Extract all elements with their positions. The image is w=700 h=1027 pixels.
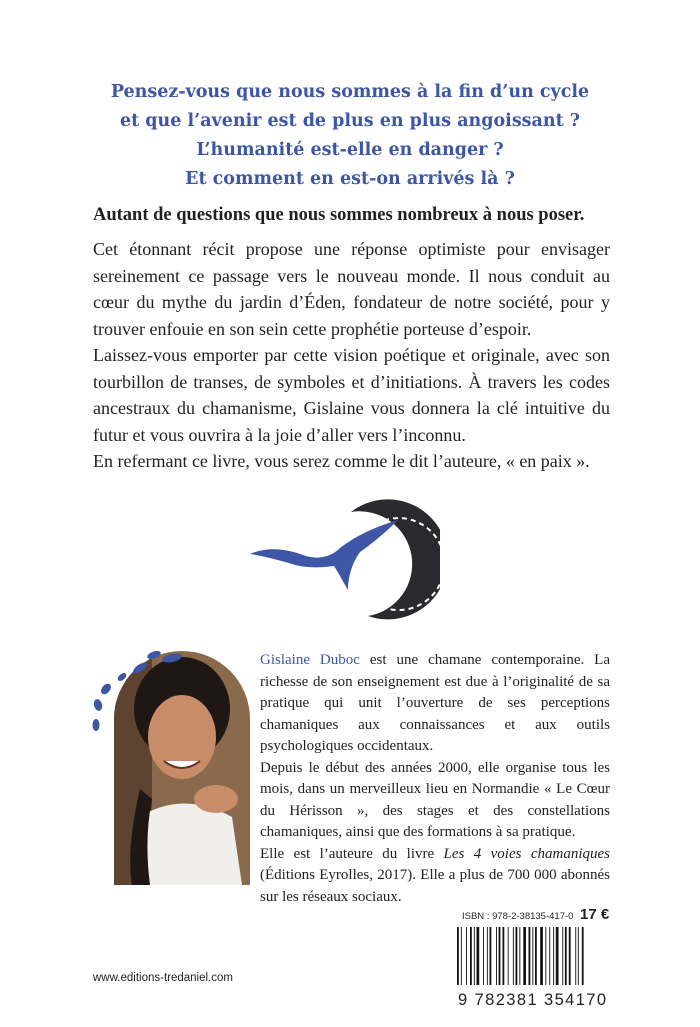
bio-paragraph: Depuis le début des années 2000, elle organise tous les mois, dans un merveilleux lieu en Normandie « Le Cœur du Hérisson », des stages et des constellations chamaniques, ainsi que des formations à sa pratique. — [260, 759, 610, 840]
barcode-bar — [483, 927, 484, 985]
synopsis — [93, 236, 610, 475]
barcode-bar — [474, 927, 475, 985]
barcode-bar — [578, 927, 579, 985]
barcode-bar — [513, 927, 514, 985]
barcode-bar — [477, 927, 480, 985]
back-cover-questions — [0, 78, 700, 194]
barcode-bar — [523, 927, 526, 985]
barcode-bar — [549, 927, 550, 985]
bio-text: est une chamane contemporaine. La richesse de son enseignement est due à l’originalité de sa pratique qui unit l’ouverture de ses perceptions chamaniques aux connaissances et aux outils psychologiques occidentaux. — [260, 652, 610, 754]
synopsis-paragraph: En refermant ce livre, vous serez comme le dit l’auteure, « en paix ». — [93, 451, 590, 471]
bio-text: Elle est l’auteure du livre — [260, 845, 444, 862]
barcode-bar — [503, 927, 505, 985]
author-bio — [260, 650, 610, 908]
barcode-bar — [532, 927, 533, 985]
bird-icon — [250, 520, 398, 590]
barcode-bar — [508, 927, 509, 985]
synopsis-paragraph: Cet étonnant récit propose une réponse optimiste pour envisager sereinement ce passage vers le nouveau monde. Il nous conduit au cœur du mythe du jardin d’Éden, fondateur de notre société, pour y trouver enfouie en son sein cette prophétie porteuse d’espoir. — [93, 239, 610, 339]
question-line: et que l’avenir est de plus en plus angoissant ? — [119, 111, 581, 131]
barcode-bar — [582, 927, 584, 985]
barcode-bar — [461, 927, 462, 985]
author-photo — [92, 649, 250, 885]
barcode-bar — [519, 927, 520, 985]
bio-paragraph — [260, 844, 610, 909]
isbn-label: ISBN : 978-2-38135-417-0 — [462, 911, 574, 922]
bio-paragraph — [260, 650, 610, 758]
barcode-bar — [457, 927, 459, 985]
question-line: Pensez-vous que nous sommes à la fin d’un cycle — [110, 82, 590, 102]
barcode-bar — [487, 927, 488, 985]
barcode-bar — [496, 927, 497, 985]
bird-moon-icon — [248, 494, 440, 620]
barcode-bar — [556, 927, 559, 985]
barcode-bar — [516, 927, 518, 985]
barcode-bar — [466, 927, 467, 985]
barcode-bar — [535, 927, 537, 985]
book-title: Les 4 voies chamaniques — [443, 845, 610, 862]
publisher-website: www.editions-tredaniel.com — [93, 972, 233, 984]
barcode-number: 9 782381 354170 — [458, 991, 608, 1009]
barcode-bar — [490, 927, 492, 985]
question-line: L’humanité est-elle en danger ? — [196, 140, 504, 160]
barcode-bar — [499, 927, 501, 985]
bio-text: (Éditions Eyrolles, 2017). Elle a plus de 700 000 abonnés sur les réseaux sociaux. — [260, 867, 610, 905]
barcode-bar — [545, 927, 546, 985]
synopsis-paragraph: Laissez-vous emporter par cette vision poétique et originale, avec son tourbillon de transes, de symboles et d’initiations. À travers les codes ancestraux du chamanisme, Gislaine vous donnera la clé intuitive du futur et vous ouvrira à la joie d’aller vers l’inconnu. — [93, 345, 610, 445]
barcode-bar — [470, 927, 472, 985]
barcode-bar — [529, 927, 531, 985]
price: 17 € — [580, 906, 610, 923]
barcode — [455, 927, 621, 985]
barcode-bar — [562, 927, 563, 985]
barcode-bar — [565, 927, 567, 985]
question-line: Et comment en est-on arrivés là ? — [185, 169, 515, 189]
barcode-bar — [569, 927, 571, 985]
lead-sentence: Autant de questions que nous sommes nombreux à nous poser. — [93, 205, 585, 225]
barcode-bar — [540, 927, 543, 985]
author-name: Gislaine Duboc — [260, 652, 360, 668]
barcode-bar — [553, 927, 554, 985]
barcode-bar — [575, 927, 576, 985]
